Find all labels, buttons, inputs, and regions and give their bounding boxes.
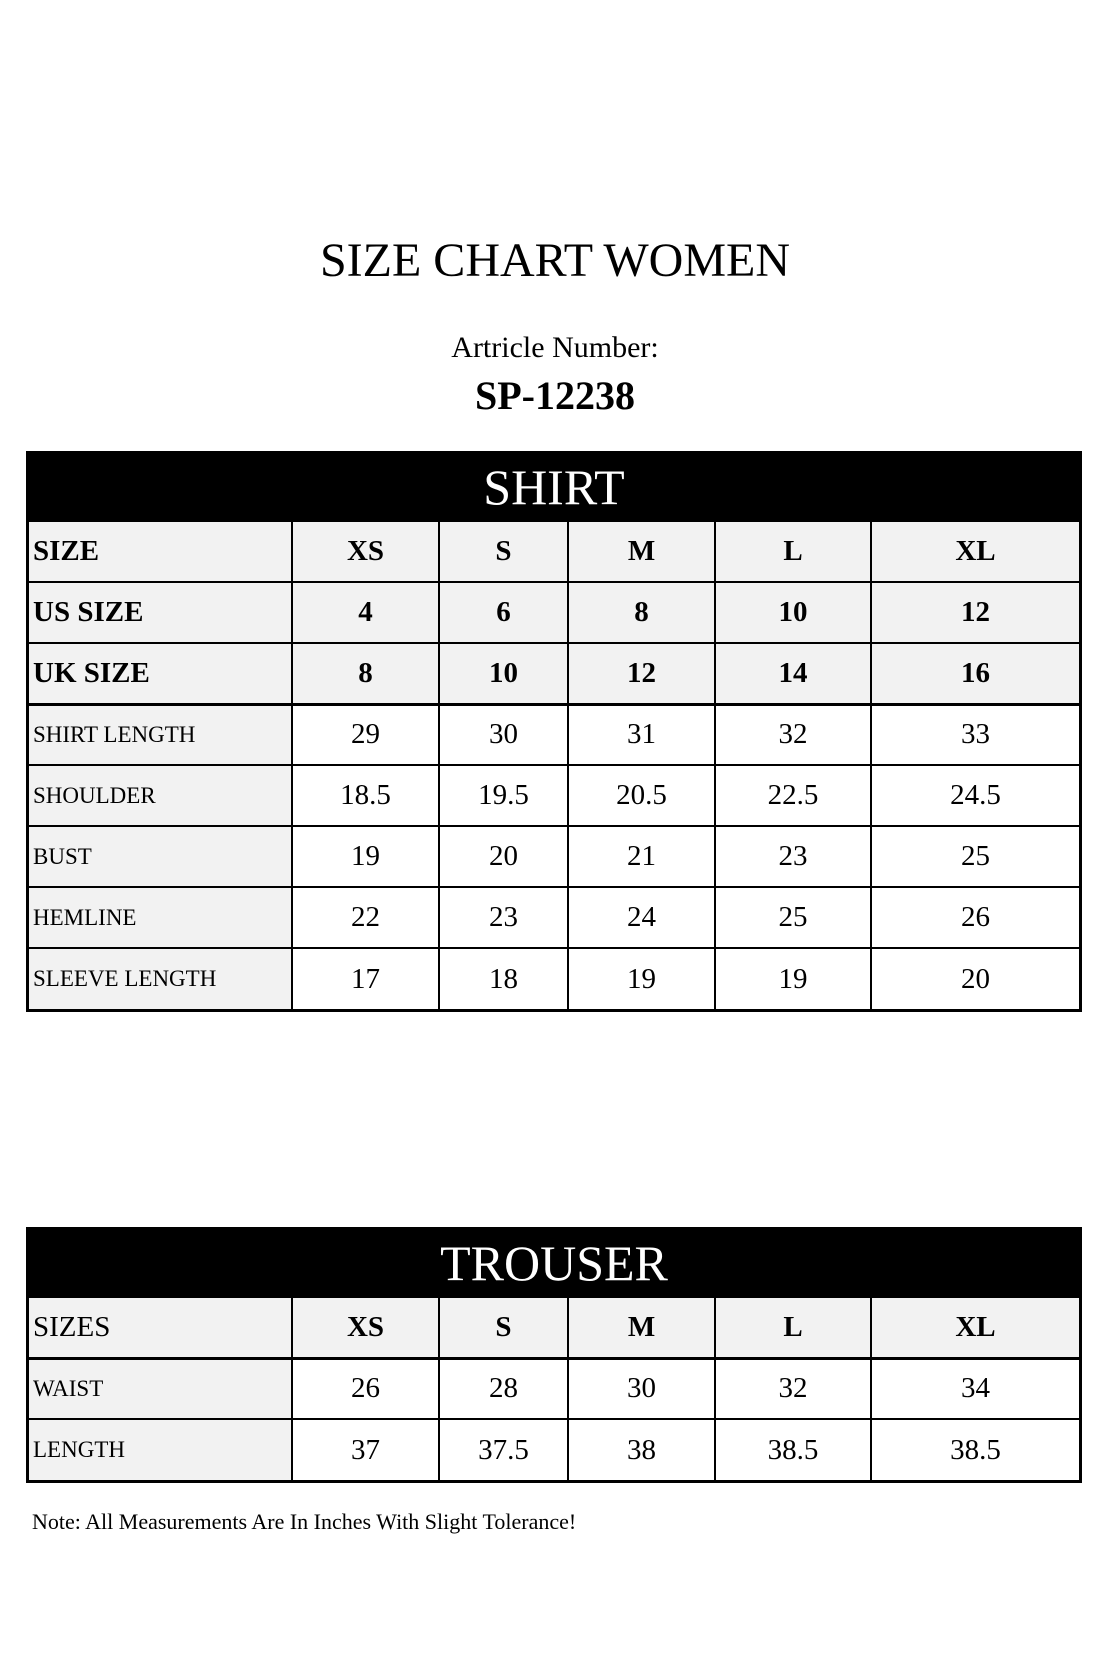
table-cell: 28: [439, 1358, 568, 1419]
table-cell: 37.5: [439, 1419, 568, 1480]
table-cell: 32: [715, 1358, 871, 1419]
size-cell: XS: [292, 1297, 439, 1358]
table-cell: 18: [439, 948, 568, 1009]
table-cell: 20: [439, 826, 568, 887]
size-cell: M: [568, 1297, 715, 1358]
table-row: [29, 765, 1079, 826]
table-cell: 34: [871, 1358, 1079, 1419]
row-label: SHIRT LENGTH: [29, 704, 292, 765]
table-cell: 18.5: [292, 765, 439, 826]
table-cell: 14: [715, 643, 871, 704]
trouser-size-table: [26, 1227, 1082, 1483]
table-cell: 37: [292, 1419, 439, 1480]
table-cell: 25: [715, 887, 871, 948]
row-label: LENGTH: [29, 1419, 292, 1480]
table-cell: 12: [871, 582, 1079, 643]
table-cell: 38.5: [871, 1419, 1079, 1480]
trouser-table-heading: TROUSER: [29, 1230, 1079, 1296]
table-cell: 19: [715, 948, 871, 1009]
size-cell: M: [568, 521, 715, 582]
table-cell: 25: [871, 826, 1079, 887]
row-label: SLEEVE LENGTH: [29, 948, 292, 1009]
table-cell: 23: [715, 826, 871, 887]
shirt-size-table: [26, 451, 1082, 1012]
table-cell: 38: [568, 1419, 715, 1480]
table-cell: 19: [292, 826, 439, 887]
table-cell: 22: [292, 887, 439, 948]
table-cell: 8: [568, 582, 715, 643]
table-cell: 22.5: [715, 765, 871, 826]
table-cell: 32: [715, 704, 871, 765]
table-row: [29, 948, 1079, 1009]
row-label: BUST: [29, 826, 292, 887]
size-cell: XS: [292, 521, 439, 582]
table-cell: 10: [715, 582, 871, 643]
table-cell: 29: [292, 704, 439, 765]
table-cell: 6: [439, 582, 568, 643]
table-cell: 30: [568, 1358, 715, 1419]
size-cell: XL: [871, 1297, 1079, 1358]
table-cell: 24.5: [871, 765, 1079, 826]
table-cell: 8: [292, 643, 439, 704]
measurement-note: Note: All Measurements Are In Inches With Slight Tolerance!: [32, 1509, 577, 1534]
table-cell: 17: [292, 948, 439, 1009]
table-cell: 21: [568, 826, 715, 887]
table-row: [29, 704, 1079, 765]
table-cell: 33: [871, 704, 1079, 765]
table-row: [29, 1358, 1079, 1419]
table-cell: 26: [292, 1358, 439, 1419]
uk-size-row: [29, 643, 1079, 704]
shirt-size-header-row: [29, 521, 1079, 582]
table-cell: 20: [871, 948, 1079, 1009]
table-cell: 20.5: [568, 765, 715, 826]
size-cell: S: [439, 521, 568, 582]
table-cell: 26: [871, 887, 1079, 948]
size-cell: L: [715, 1297, 871, 1358]
size-cell: L: [715, 521, 871, 582]
row-label: US SIZE: [29, 582, 292, 643]
shirt-header-label: SIZE: [29, 521, 292, 582]
table-cell: 38.5: [715, 1419, 871, 1480]
table-row: [29, 887, 1079, 948]
row-label: WAIST: [29, 1358, 292, 1419]
trouser-header-label: SIZES: [29, 1297, 292, 1358]
table-cell: 30: [439, 704, 568, 765]
shirt-table-heading: SHIRT: [29, 454, 1079, 520]
table-row: [29, 826, 1079, 887]
table-cell: 16: [871, 643, 1079, 704]
table-row: [29, 1419, 1079, 1480]
table-cell: 19.5: [439, 765, 568, 826]
size-cell: S: [439, 1297, 568, 1358]
page-title: SIZE CHART WOMEN: [319, 234, 790, 287]
trouser-size-header-row: [29, 1297, 1079, 1358]
table-cell: 23: [439, 887, 568, 948]
table-cell: 10: [439, 643, 568, 704]
size-cell: XL: [871, 521, 1079, 582]
row-label: HEMLINE: [29, 887, 292, 948]
table-cell: 12: [568, 643, 715, 704]
table-cell: 31: [568, 704, 715, 765]
table-cell: 19: [568, 948, 715, 1009]
table-cell: 24: [568, 887, 715, 948]
us-size-row: [29, 582, 1079, 643]
article-number-label: Artricle Number:: [451, 331, 659, 364]
row-label: UK SIZE: [29, 643, 292, 704]
table-cell: 4: [292, 582, 439, 643]
article-number: SP-12238: [475, 373, 635, 418]
row-label: SHOULDER: [29, 765, 292, 826]
